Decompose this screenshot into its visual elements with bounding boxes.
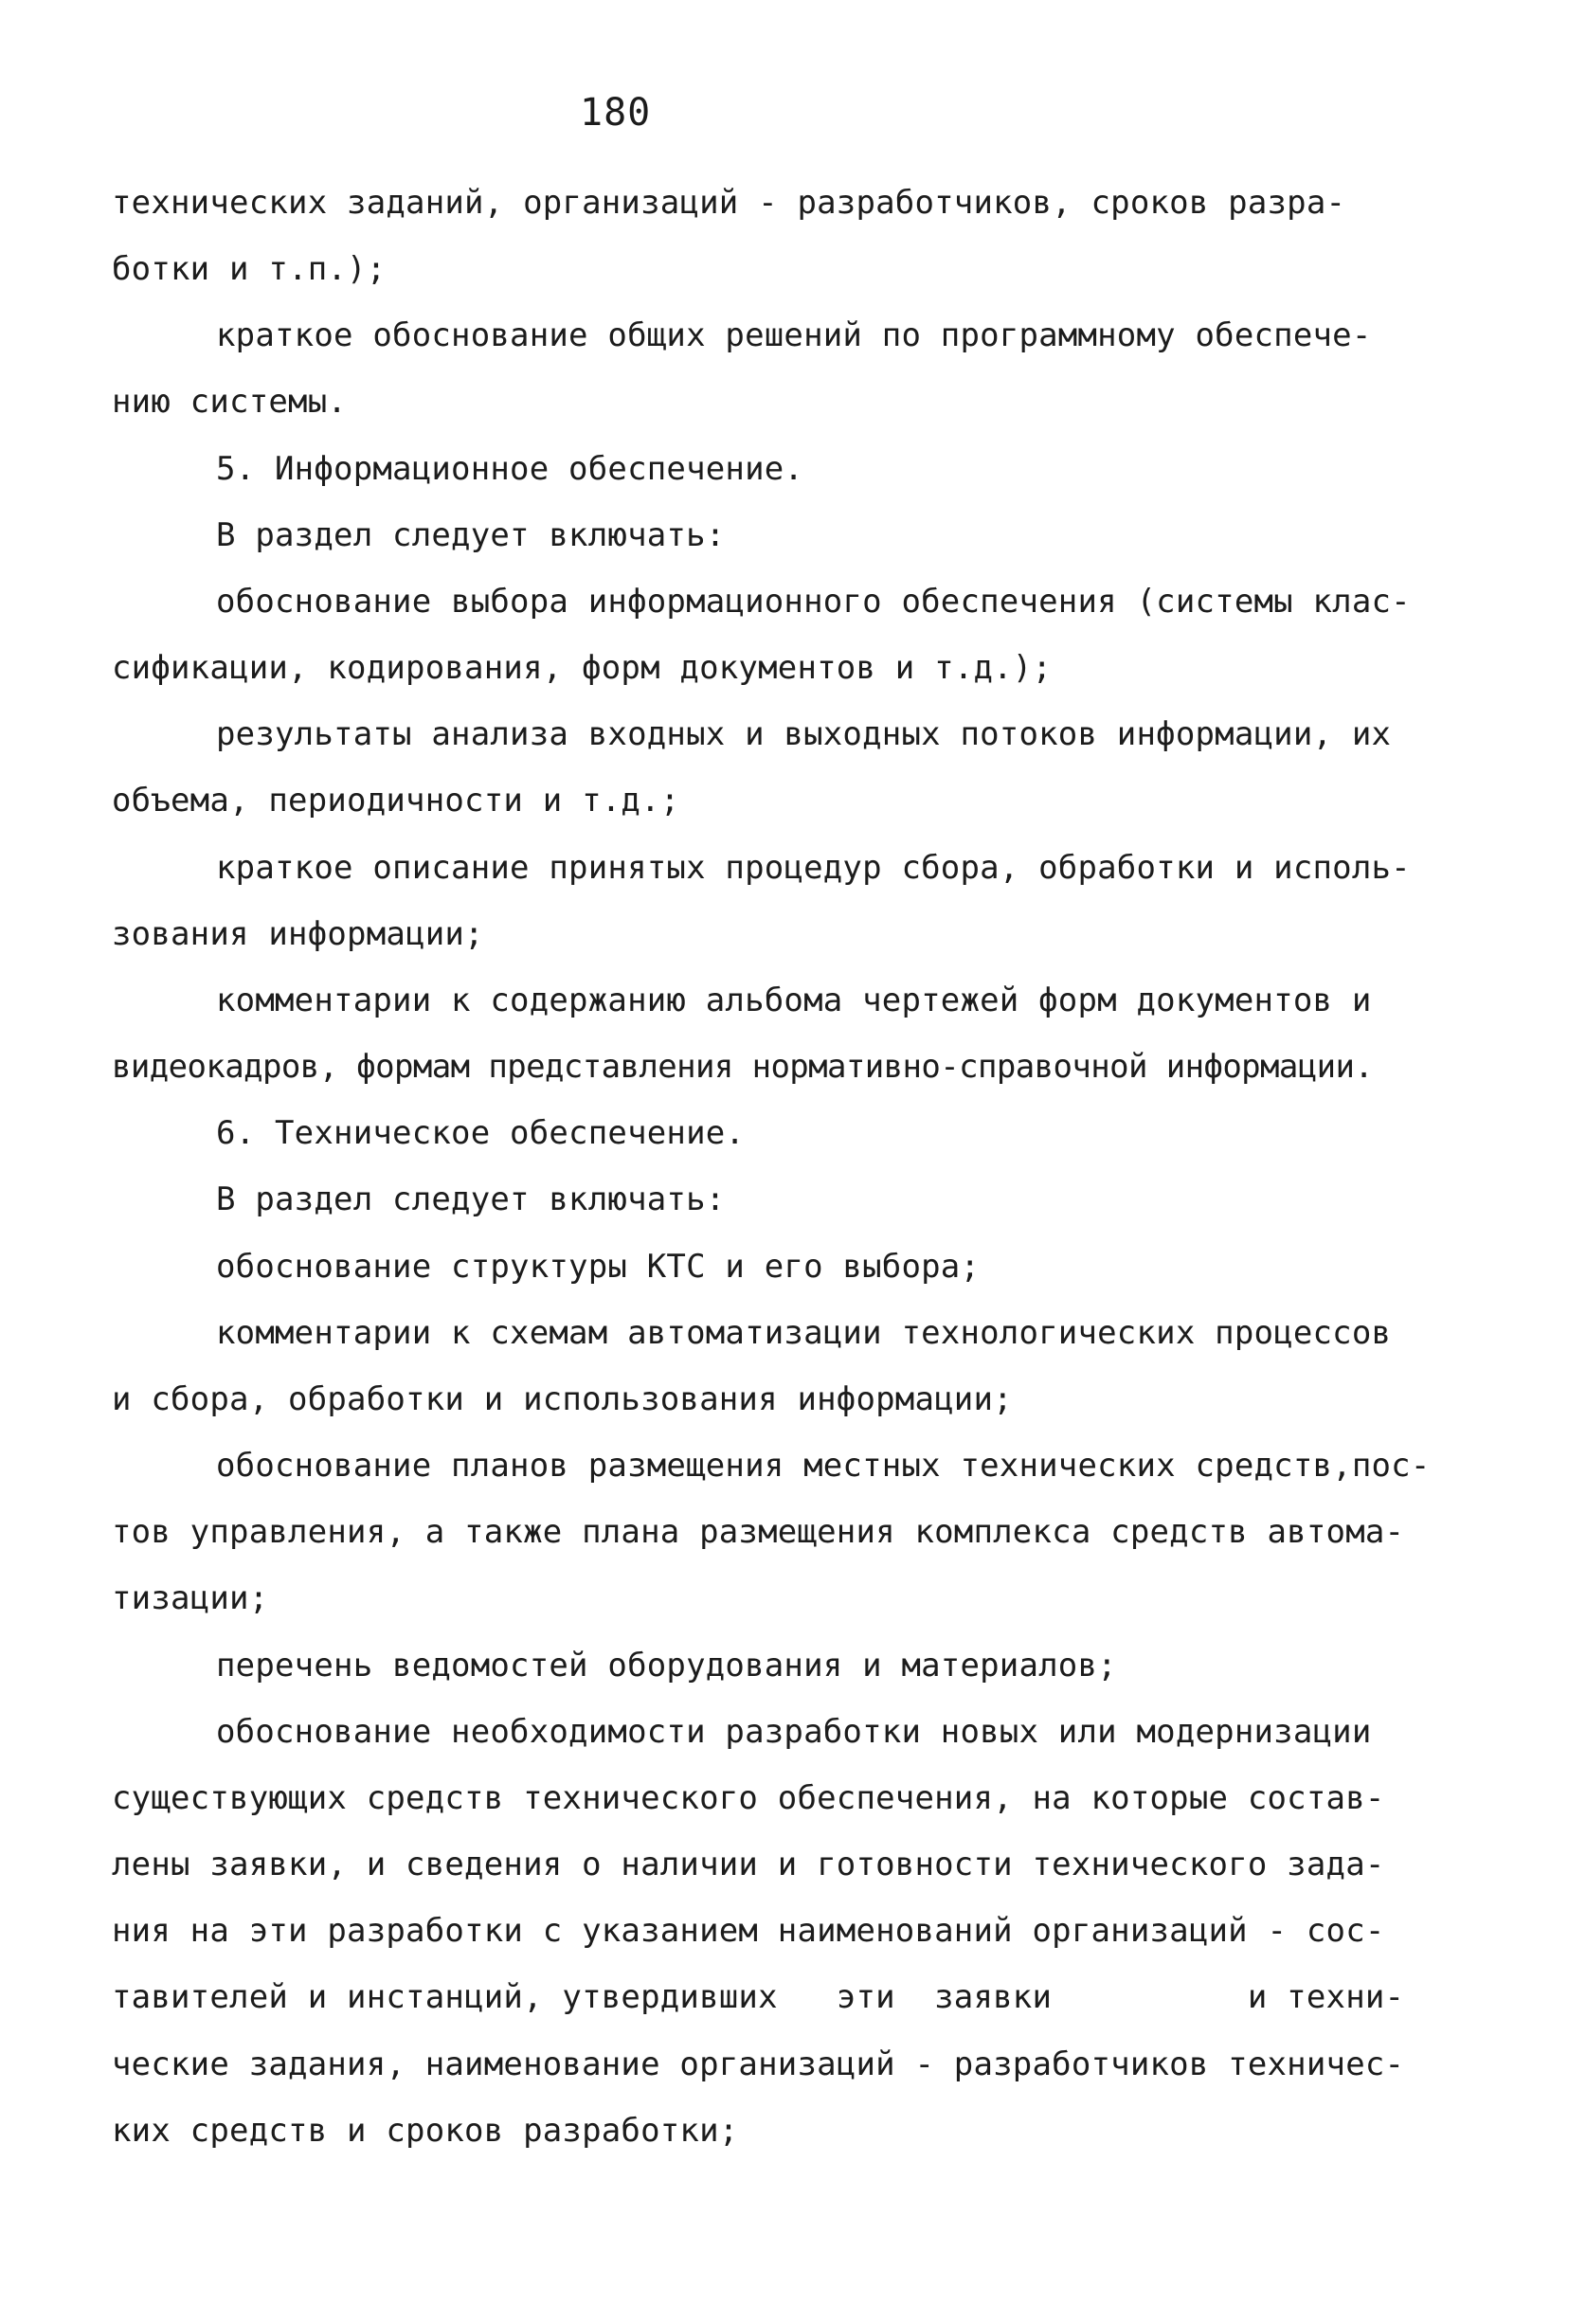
- text-line: обоснование структуры КТС и его выбора;: [216, 1248, 981, 1286]
- text-line: обоснование планов размещения местных технических средств,пос-: [216, 1447, 1431, 1485]
- text-line: зования информации;: [112, 915, 484, 953]
- text-line: видеокадров, формам представления нормативно-справочной информации.: [112, 1048, 1374, 1086]
- text-line: тизации;: [112, 1579, 269, 1617]
- text-line: и сбора, обработки и использования информации;: [112, 1380, 1013, 1418]
- text-line: ких средств и сроков разработки;: [112, 2112, 739, 2150]
- text-line: объема, периодичности и т.д.;: [112, 782, 680, 820]
- text-line: тов управления, а также плана размещения комплекса средств автома-: [112, 1513, 1405, 1551]
- text-line: В раздел следует включать:: [216, 1180, 726, 1218]
- text-line: сификации, кодирования, форм документов и т.д.);: [112, 649, 1053, 687]
- text-line: комментарии к схемам автоматизации технологических процессов: [216, 1314, 1392, 1352]
- text-line: ния на эти разработки с указанием наименований организаций - сос-: [112, 1912, 1385, 1950]
- text-line: результаты анализа входных и выходных потоков информации, их: [216, 715, 1392, 753]
- text-line: обоснование выбора информационного обеспечения (системы клас-: [216, 583, 1411, 621]
- text-line: ческие задания, наименование организаций - разработчиков техничес-: [112, 2045, 1405, 2083]
- section-heading: 6. Техническое обеспечение.: [216, 1114, 746, 1152]
- page-number: 180: [580, 91, 652, 135]
- text-line: технических заданий, организаций - разработчиков, сроков разра-: [112, 184, 1346, 222]
- text-line: краткое обоснование общих решений по программному обеспече-: [216, 316, 1372, 354]
- text-line: перечень ведомостей оборудования и материалов;: [216, 1647, 1117, 1684]
- text-line: нию системы.: [112, 383, 348, 421]
- text-line: краткое описание принятых процедур сбора, обработки и исполь-: [216, 849, 1411, 887]
- text-line: лены заявки, и сведения о наличии и готовности технического зада-: [112, 1846, 1385, 1883]
- text-line: существующих средств технического обеспечения, на которые состав-: [112, 1779, 1385, 1817]
- text-line: В раздел следует включать:: [216, 516, 726, 554]
- text-line: тавителей и инстанций, утвердивших эти заявки и техни-: [112, 1978, 1405, 2016]
- text-line: обоснование необходимости разработки новых или модернизации: [216, 1713, 1372, 1751]
- section-heading: 5. Информационное обеспечение.: [216, 450, 804, 488]
- text-line: ботки и т.п.);: [112, 250, 387, 288]
- text-line: комментарии к содержанию альбома чертежей форм документов и: [216, 982, 1372, 1019]
